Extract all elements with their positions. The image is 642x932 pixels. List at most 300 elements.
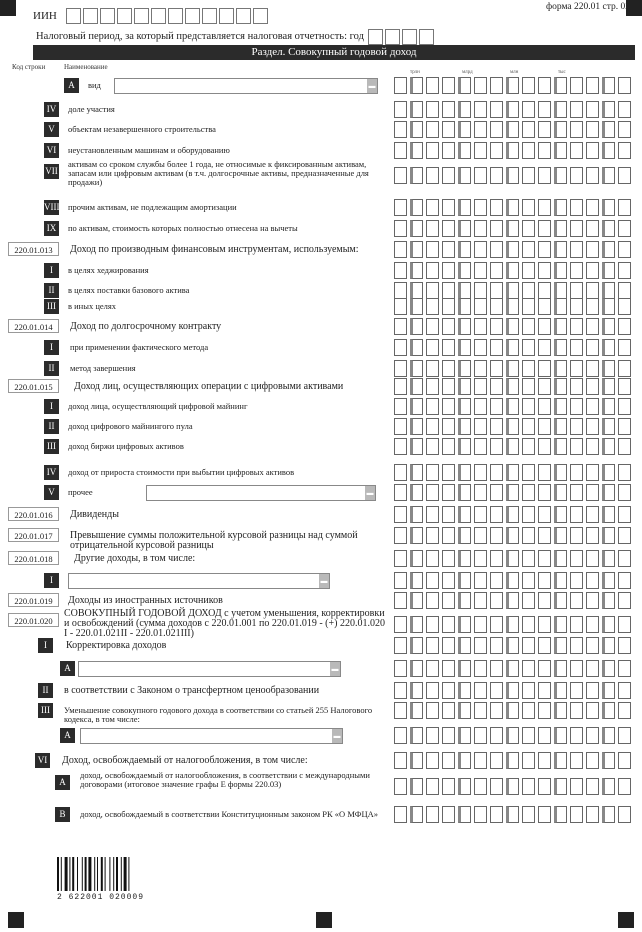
digit-cell[interactable] [426,199,439,216]
digit-cell[interactable] [570,121,583,138]
digit-cell[interactable] [586,806,599,823]
digit-cell[interactable] [586,637,599,654]
digit-cell[interactable] [442,550,455,567]
digit-cell[interactable] [410,167,423,184]
digit-cell[interactable] [410,464,423,481]
digit-cell[interactable] [602,616,615,633]
digit-cell[interactable] [458,241,471,258]
digit-cell[interactable] [538,592,551,609]
digit-cell[interactable] [522,727,535,744]
digit-cell[interactable] [570,484,583,501]
digit-cell[interactable] [570,199,583,216]
dropdown-arrow-icon[interactable]: ▬ [365,486,375,500]
digit-cell[interactable] [602,484,615,501]
digit-cell[interactable] [426,484,439,501]
digit-cell[interactable] [458,438,471,455]
digit-cell[interactable] [442,616,455,633]
digit-cell[interactable] [426,438,439,455]
digit-cell[interactable] [458,262,471,279]
digit-cell[interactable] [442,220,455,237]
digit-cell[interactable] [570,262,583,279]
digit-cell[interactable] [442,572,455,589]
digit-cell[interactable] [474,77,487,94]
digit-cell[interactable] [522,637,535,654]
digit-cell[interactable] [410,727,423,744]
digit-cell[interactable] [570,378,583,395]
digit-cell[interactable] [394,778,407,795]
digit-cell[interactable] [394,378,407,395]
digit-cell[interactable] [442,339,455,356]
digit-cell[interactable] [538,121,551,138]
digit-cell[interactable] [490,418,503,435]
digit-cell[interactable] [602,262,615,279]
digit-cell[interactable] [522,318,535,335]
digit-cell[interactable] [506,101,519,118]
digit-cell[interactable] [602,727,615,744]
digit-cell[interactable] [490,527,503,544]
digit-cell[interactable] [458,682,471,699]
digit-cell[interactable] [554,398,567,415]
digit-cell[interactable] [570,527,583,544]
digit-cell[interactable] [394,752,407,769]
digit-cell[interactable] [586,77,599,94]
digit-cell[interactable] [586,262,599,279]
digit-cell[interactable] [554,572,567,589]
digit-cell[interactable] [602,806,615,823]
digit-cell[interactable] [410,438,423,455]
digit-cell[interactable] [618,702,631,719]
digit-cell[interactable] [522,398,535,415]
digit-cell[interactable] [426,318,439,335]
digit-cell[interactable] [538,484,551,501]
digit-cell[interactable] [506,484,519,501]
digit-cell[interactable] [522,550,535,567]
digit-cell[interactable] [506,506,519,523]
digit-cell[interactable] [458,418,471,435]
digit-cell[interactable] [442,398,455,415]
digit-cell[interactable] [602,360,615,377]
digit-cell[interactable] [458,572,471,589]
dropdown-arrow-icon[interactable]: ▬ [319,574,329,588]
digit-cell[interactable] [554,484,567,501]
digit-cell[interactable] [442,318,455,335]
digit-cell[interactable] [554,101,567,118]
digit-cell[interactable] [458,592,471,609]
digit-cell[interactable] [474,360,487,377]
digit-cell[interactable] [618,484,631,501]
digit-cell[interactable] [554,682,567,699]
digit-cell[interactable] [602,682,615,699]
digit-cell[interactable] [426,378,439,395]
digit-cell[interactable] [506,318,519,335]
digit-cell[interactable] [554,142,567,159]
digit-cell[interactable] [570,592,583,609]
digit-cell[interactable] [506,550,519,567]
digit-cell[interactable] [522,806,535,823]
digit-cell[interactable] [618,727,631,744]
digit-cell[interactable] [442,282,455,299]
digit-cell[interactable] [426,778,439,795]
digit-cell[interactable] [522,438,535,455]
digit-cell[interactable] [602,101,615,118]
digit-cell[interactable] [506,220,519,237]
digit-cell[interactable] [570,702,583,719]
digit-cell[interactable] [538,616,551,633]
digit-cell[interactable] [538,241,551,258]
dropdown-arrow-icon[interactable]: ▬ [330,662,340,676]
digit-cell[interactable] [394,77,407,94]
digit-cell[interactable] [538,339,551,356]
digit-cell[interactable] [506,572,519,589]
digit-cell[interactable] [618,360,631,377]
digit-cell[interactable] [522,241,535,258]
digit-cell[interactable] [474,378,487,395]
digit-cell[interactable] [586,592,599,609]
digit-cell[interactable] [570,220,583,237]
digit-cell[interactable] [586,378,599,395]
digit-cell[interactable] [618,282,631,299]
digit-cell[interactable] [458,77,471,94]
digit-cell[interactable] [410,484,423,501]
digit-cell[interactable] [506,418,519,435]
digit-cell[interactable] [394,220,407,237]
digit-cell[interactable] [474,167,487,184]
digit-cell[interactable] [458,778,471,795]
digit-cell[interactable] [522,484,535,501]
digit-cell[interactable] [538,167,551,184]
digit-cell[interactable] [490,550,503,567]
digit-cell[interactable] [474,702,487,719]
digit-cell[interactable] [442,506,455,523]
digit-cell[interactable] [410,378,423,395]
digit-cell[interactable] [426,282,439,299]
digit-cell[interactable] [394,101,407,118]
digit-cell[interactable] [490,318,503,335]
digit-cell[interactable] [554,282,567,299]
digit-cell[interactable] [490,262,503,279]
digit-cell[interactable] [394,806,407,823]
digit-cell[interactable] [586,241,599,258]
digit-cell[interactable] [602,318,615,335]
digit-cell[interactable] [458,142,471,159]
digit-cell[interactable] [602,220,615,237]
digit-cell[interactable] [554,506,567,523]
digit-cell[interactable] [602,592,615,609]
digit-cell[interactable] [458,318,471,335]
dropdown-arrow-icon[interactable]: ▬ [367,79,377,93]
digit-cell[interactable] [490,592,503,609]
digit-cell[interactable] [394,339,407,356]
digit-cell[interactable] [586,702,599,719]
digit-cell[interactable] [618,527,631,544]
digit-cell[interactable] [426,220,439,237]
digit-cell[interactable] [442,378,455,395]
digit-cell[interactable] [554,298,567,315]
digit-cell[interactable] [410,752,423,769]
digit-cell[interactable] [522,616,535,633]
dropdown-arrow-icon[interactable]: ▬ [332,729,342,743]
digit-cell[interactable] [394,360,407,377]
digit-cell[interactable] [586,484,599,501]
digit-cell[interactable] [474,727,487,744]
digit-cell[interactable] [426,101,439,118]
digit-cell[interactable] [554,616,567,633]
digit-cell[interactable] [394,702,407,719]
row-dropdown[interactable] [68,573,330,589]
digit-cell[interactable] [442,464,455,481]
digit-cell[interactable] [394,418,407,435]
digit-cell[interactable] [394,282,407,299]
digit-cell[interactable] [522,702,535,719]
digit-cell[interactable] [474,778,487,795]
digit-cell[interactable] [474,682,487,699]
digit-cell[interactable] [458,727,471,744]
digit-cell[interactable] [602,298,615,315]
digit-cell[interactable] [538,318,551,335]
digit-cell[interactable] [618,637,631,654]
digit-cell[interactable] [442,77,455,94]
digit-cell[interactable] [410,637,423,654]
digit-cell[interactable] [602,199,615,216]
digit-cell[interactable] [474,220,487,237]
digit-cell[interactable] [458,167,471,184]
digit-cell[interactable] [602,778,615,795]
digit-cell[interactable] [506,752,519,769]
digit-cell[interactable] [538,418,551,435]
digit-cell[interactable] [394,438,407,455]
digit-cell[interactable] [602,339,615,356]
digit-cell[interactable] [538,142,551,159]
digit-cell[interactable] [490,167,503,184]
digit-cell[interactable] [490,727,503,744]
digit-cell[interactable] [554,360,567,377]
digit-cell[interactable] [538,282,551,299]
digit-cell[interactable] [602,660,615,677]
digit-cell[interactable] [394,527,407,544]
digit-cell[interactable] [554,550,567,567]
digit-cell[interactable] [394,506,407,523]
digit-cell[interactable] [490,282,503,299]
digit-cell[interactable] [554,262,567,279]
digit-cell[interactable] [522,572,535,589]
digit-cell[interactable] [586,199,599,216]
digit-cell[interactable] [506,142,519,159]
digit-cell[interactable] [602,398,615,415]
digit-cell[interactable] [442,142,455,159]
digit-cell[interactable] [570,637,583,654]
digit-cell[interactable] [554,241,567,258]
digit-cell[interactable] [426,339,439,356]
digit-cell[interactable] [586,550,599,567]
digit-cell[interactable] [522,282,535,299]
digit-cell[interactable] [554,121,567,138]
digit-cell[interactable] [410,778,423,795]
digit-cell[interactable] [442,752,455,769]
digit-cell[interactable] [554,77,567,94]
digit-cell[interactable] [410,77,423,94]
digit-cell[interactable] [394,142,407,159]
digit-cell[interactable] [618,121,631,138]
digit-cell[interactable] [490,378,503,395]
digit-cell[interactable] [522,101,535,118]
digit-cell[interactable] [506,121,519,138]
digit-cell[interactable] [618,572,631,589]
digit-cell[interactable] [538,550,551,567]
digit-cell[interactable] [490,506,503,523]
digit-cell[interactable] [618,592,631,609]
digit-cell[interactable] [426,77,439,94]
digit-cell[interactable] [458,464,471,481]
digit-cell[interactable] [394,592,407,609]
digit-cell[interactable] [410,616,423,633]
digit-cell[interactable] [426,682,439,699]
digit-cell[interactable] [442,660,455,677]
digit-cell[interactable] [474,121,487,138]
digit-cell[interactable] [538,398,551,415]
digit-cell[interactable] [602,752,615,769]
digit-cell[interactable] [538,220,551,237]
digit-cell[interactable] [426,660,439,677]
digit-cell[interactable] [410,418,423,435]
digit-cell[interactable] [410,101,423,118]
digit-cell[interactable] [602,142,615,159]
digit-cell[interactable] [442,298,455,315]
digit-cell[interactable] [570,418,583,435]
digit-cell[interactable] [506,167,519,184]
digit-cell[interactable] [410,142,423,159]
digit-cell[interactable] [458,806,471,823]
digit-cell[interactable] [490,339,503,356]
digit-cell[interactable] [458,282,471,299]
digit-cell[interactable] [410,360,423,377]
digit-cell[interactable] [490,398,503,415]
digit-cell[interactable] [506,438,519,455]
digit-cell[interactable] [618,142,631,159]
digit-cell[interactable] [570,398,583,415]
digit-cell[interactable] [586,418,599,435]
digit-cell[interactable] [570,360,583,377]
digit-cell[interactable] [618,550,631,567]
digit-cell[interactable] [522,298,535,315]
digit-cell[interactable] [410,550,423,567]
row-dropdown[interactable] [78,661,341,677]
digit-cell[interactable] [554,702,567,719]
digit-cell[interactable] [506,727,519,744]
digit-cell[interactable] [506,282,519,299]
digit-cell[interactable] [538,637,551,654]
digit-cell[interactable] [442,262,455,279]
digit-cell[interactable] [522,360,535,377]
digit-cell[interactable] [490,806,503,823]
digit-cell[interactable] [426,241,439,258]
digit-cell[interactable] [474,637,487,654]
digit-cell[interactable] [570,282,583,299]
digit-cell[interactable] [458,702,471,719]
digit-cell[interactable] [570,318,583,335]
digit-cell[interactable] [586,682,599,699]
digit-cell[interactable] [554,378,567,395]
digit-cell[interactable] [394,262,407,279]
digit-cell[interactable] [474,572,487,589]
digit-cell[interactable] [394,241,407,258]
digit-cell[interactable] [474,262,487,279]
digit-cell[interactable] [458,360,471,377]
digit-cell[interactable] [618,682,631,699]
digit-cell[interactable] [602,282,615,299]
digit-cell[interactable] [554,418,567,435]
digit-cell[interactable] [458,506,471,523]
digit-cell[interactable] [458,637,471,654]
digit-cell[interactable] [442,527,455,544]
digit-cell[interactable] [442,418,455,435]
digit-cell[interactable] [410,339,423,356]
digit-cell[interactable] [506,298,519,315]
digit-cell[interactable] [586,527,599,544]
digit-cell[interactable] [442,682,455,699]
digit-cell[interactable] [474,438,487,455]
digit-cell[interactable] [554,199,567,216]
digit-cell[interactable] [490,778,503,795]
digit-cell[interactable] [506,778,519,795]
digit-cell[interactable] [522,592,535,609]
digit-cell[interactable] [618,506,631,523]
digit-cell[interactable] [586,616,599,633]
digit-cell[interactable] [570,616,583,633]
digit-cell[interactable] [490,142,503,159]
digit-cell[interactable] [554,806,567,823]
digit-cell[interactable] [554,752,567,769]
digit-cell[interactable] [570,77,583,94]
digit-cell[interactable] [618,616,631,633]
digit-cell[interactable] [602,418,615,435]
digit-cell[interactable] [474,616,487,633]
digit-cell[interactable] [426,572,439,589]
iin-field[interactable] [66,10,270,22]
digit-cell[interactable] [570,778,583,795]
digit-cell[interactable] [490,702,503,719]
digit-cell[interactable] [538,101,551,118]
digit-cell[interactable] [490,464,503,481]
digit-cell[interactable] [458,339,471,356]
digit-cell[interactable] [410,220,423,237]
digit-cell[interactable] [426,121,439,138]
digit-cell[interactable] [602,527,615,544]
digit-cell[interactable] [394,550,407,567]
row-dropdown[interactable] [114,78,378,94]
digit-cell[interactable] [474,318,487,335]
digit-cell[interactable] [618,262,631,279]
digit-cell[interactable] [506,592,519,609]
digit-cell[interactable] [490,616,503,633]
digit-cell[interactable] [538,298,551,315]
digit-cell[interactable] [394,727,407,744]
digit-cell[interactable] [522,778,535,795]
digit-cell[interactable] [474,418,487,435]
digit-cell[interactable] [474,527,487,544]
digit-cell[interactable] [490,220,503,237]
digit-cell[interactable] [586,727,599,744]
digit-cell[interactable] [522,682,535,699]
digit-cell[interactable] [538,378,551,395]
digit-cell[interactable] [474,592,487,609]
digit-cell[interactable] [602,167,615,184]
digit-cell[interactable] [570,142,583,159]
digit-cell[interactable] [586,167,599,184]
digit-cell[interactable] [426,527,439,544]
digit-cell[interactable] [586,318,599,335]
digit-cell[interactable] [554,727,567,744]
digit-cell[interactable] [570,682,583,699]
